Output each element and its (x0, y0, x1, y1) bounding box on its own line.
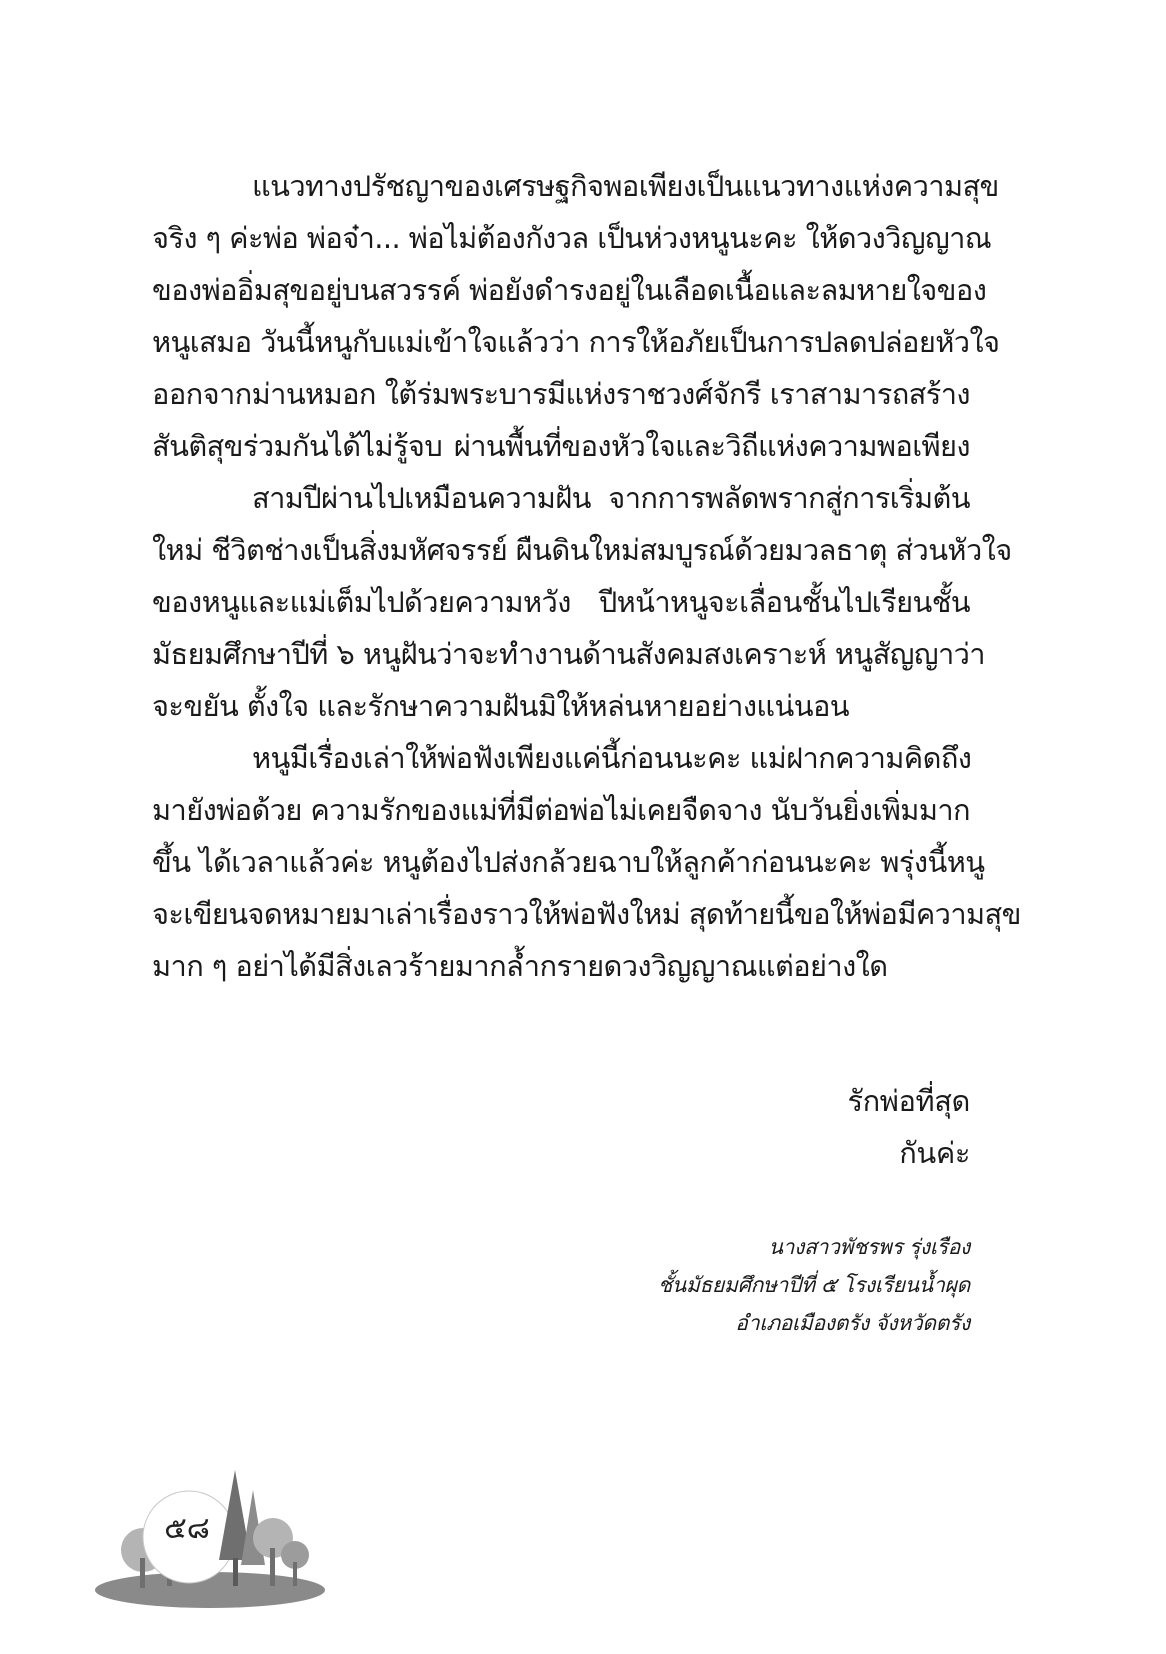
text-line: มัธยมศึกษาปีที่ ๖ หนูฝันว่าจะทำงานด้านสังคมสงเคราะห์ หนูสัญญาว่า (152, 637, 985, 671)
text-line: หนูมีเรื่องเล่าให้พ่อฟังเพียงแค่นี้ก่อนนะคะ แม่ฝากความคิดถึง (252, 741, 972, 775)
text-line: สันติสุขร่วมกันได้ไม่รู้จบ ผ่านพื้นที่ของหัวใจและวิถีแห่งความพอเพียง (152, 429, 970, 463)
tree-trunk (140, 1558, 145, 1588)
text-line: หนูเสมอ วันนี้หนูกับแม่เข้าใจแล้วว่า การให้อภัยเป็นการปลดปล่อยหัวใจ (152, 325, 1000, 359)
text-line: ขึ้น ได้เวลาแล้วค่ะ หนูต้องไปส่งกล้วยฉาบให้ลูกค้าก่อนนะคะ พรุ่งนี้หนู (152, 845, 985, 879)
text-line: จะเขียนจดหมายมาเล่าเรื่องราวให้พ่อฟังใหม่ สุดท้ายนี้ขอให้พ่อมีความสุข (152, 897, 1021, 931)
text-line: มาก ๆ อย่าได้มีสิ่งเลวร้ายมากล้ำกรายดวงวิญญาณแต่อย่างใด (152, 949, 888, 983)
page-number: ๕๘ (164, 1511, 210, 1546)
letter-body (152, 160, 1021, 992)
text-line: มายังพ่อด้วย ความรักของแม่ที่มีต่อพ่อไม่เคยจืดจาง นับวันยิ่งเพิ่มมาก (152, 793, 970, 827)
author-signature (658, 1228, 970, 1342)
text-line: แนวทางปรัชญาของเศรษฐกิจพอเพียงเป็นแนวทางแห่งความสุข (252, 169, 999, 203)
author-school: ชั้นมัธยมศึกษาปีที่ ๕ โรงเรียนน้ำผุด (657, 1273, 970, 1297)
text-line: ออกจากม่านหมอก ใต้ร่มพระบารมีแห่งราชวงศ์จักรี เราสามารถสร้าง (152, 377, 970, 411)
letter-closing (847, 1075, 970, 1179)
text-line: ของหนูและแม่เต็มไปด้วยความหวัง ปีหน้าหนูจะเลื่อนชั้นไปเรียนชั้น (152, 585, 970, 619)
author-location: อำเภอเมืองตรัง จังหวัดตรัง (735, 1311, 970, 1335)
text-line: ของพ่ออิ่มสุขอยู่บนสวรรค์ พ่อยังดำรงอยู่ในเลือดเนื้อและลมหายใจของ (152, 273, 987, 307)
tree-trunk (293, 1562, 297, 1586)
closing-line: กันค่ะ (899, 1136, 970, 1170)
text-line: ใหม่ ชีวิตช่างเป็นสิ่งมหัศจรรย์ ผืนดินใหม่สมบูรณ์ด้วยมวลธาตุ ส่วนหัวใจ (152, 533, 1012, 567)
tree-trunk (270, 1548, 275, 1586)
text-line: จะขยัน ตั้งใจ และรักษาความฝันมิให้หล่นหายอย่างแน่นอน (152, 689, 849, 723)
tree-trunk (233, 1558, 238, 1586)
closing-line: รักพ่อที่สุด (847, 1084, 970, 1118)
author-name: นางสาวพัชรพร รุ่งเรือง (768, 1235, 970, 1259)
text-line: สามปีผ่านไปเหมือนความฝัน จากการพลัดพรากสู่การเริ่มต้น (252, 481, 970, 515)
text-line: จริง ๆ ค่ะพ่อ พ่อจ๋า... พ่อไม่ต้องกังวล เป็นห่วงหนูนะคะ ให้ดวงวิญญาณ (152, 221, 992, 255)
